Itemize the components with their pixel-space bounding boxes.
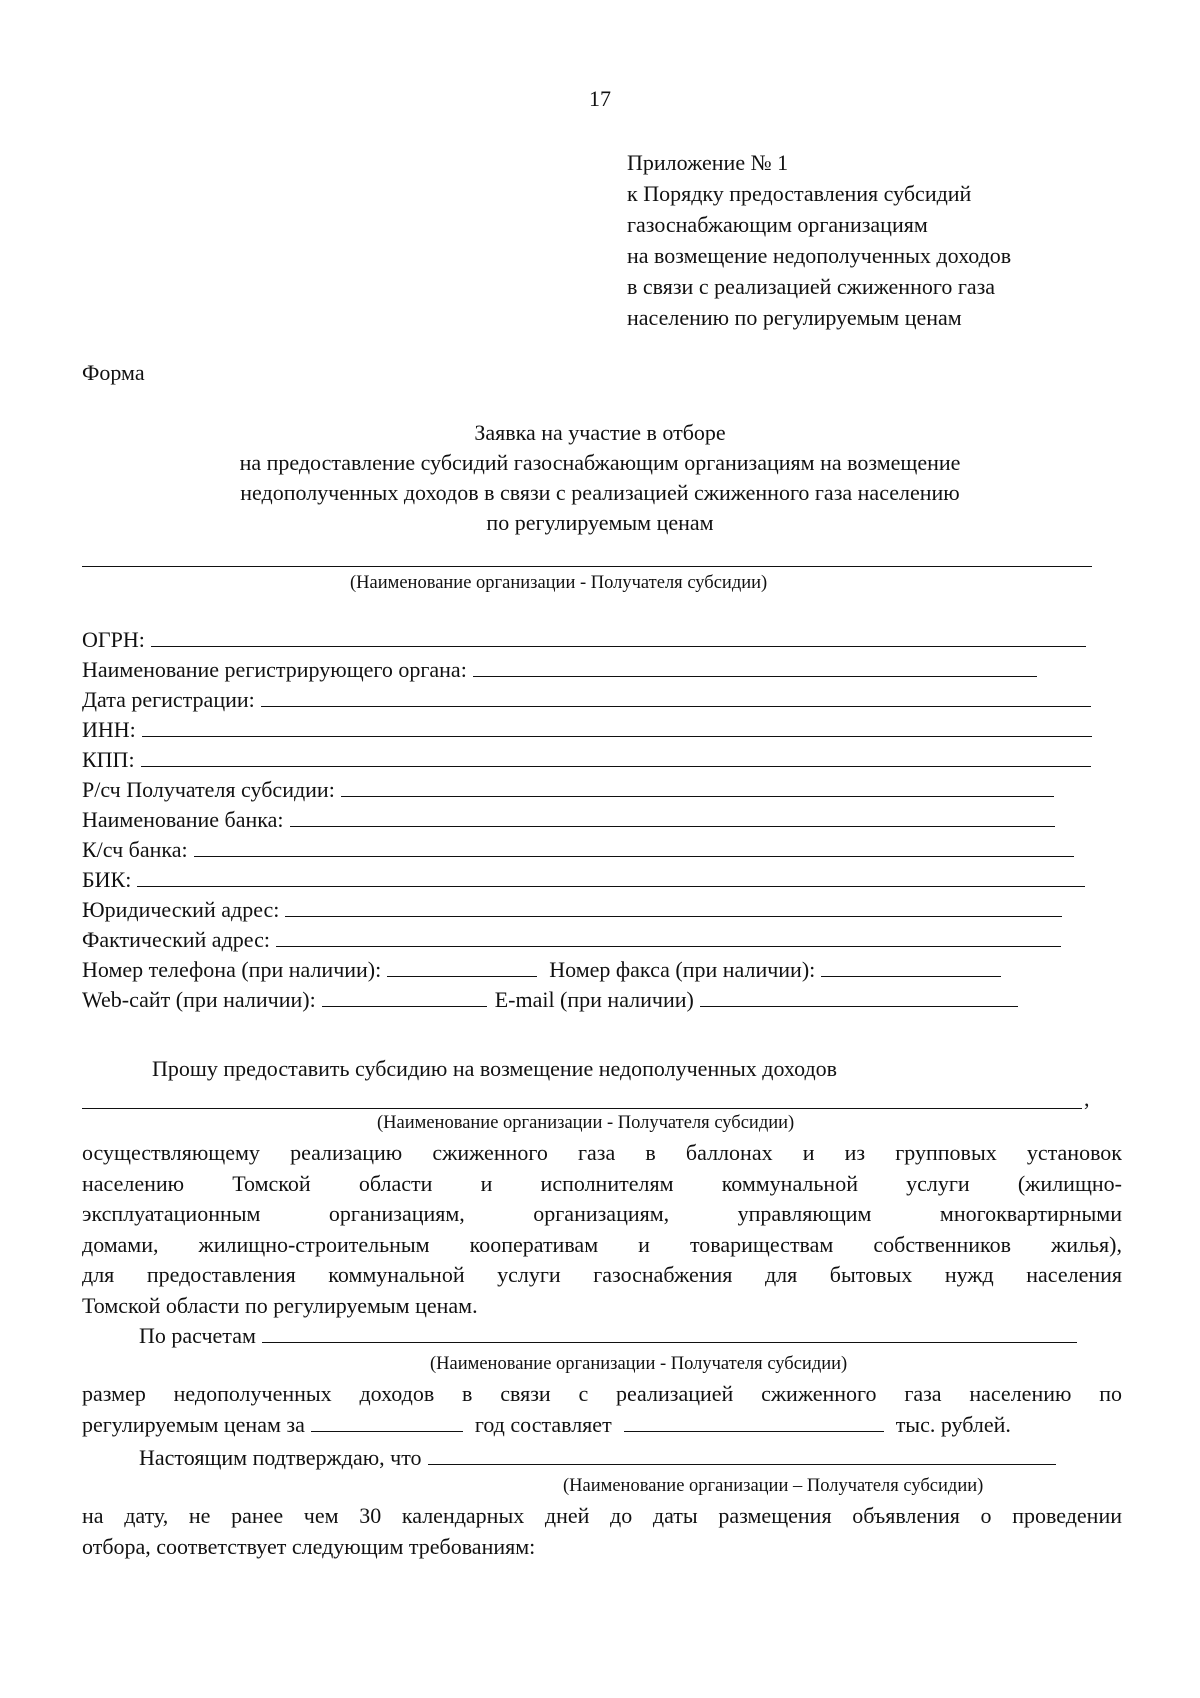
- ogrn-label: ОГРН:: [82, 627, 145, 652]
- kpp-row: [82, 745, 1091, 775]
- bik-label: БИК:: [82, 867, 132, 892]
- phone-label: Номер телефона (при наличии):: [82, 957, 382, 982]
- by-calc-field[interactable]: [262, 1342, 1077, 1343]
- actual-address-row: [82, 925, 1061, 955]
- appendix-header: [627, 147, 1011, 333]
- final-line: на дату, не ранее чем 30 календарных дней до даты размещения объявления о проведении: [82, 1503, 1122, 1528]
- body-line: населению Томской области и исполнителям коммунальной услуги (жилищно-: [82, 1170, 1122, 1196]
- bank-name-label: Наименование банка:: [82, 807, 284, 832]
- title-line: недополученных доходов в связи с реализацией сжиженного газа населению: [240, 480, 960, 505]
- final-paragraph: [82, 1501, 1122, 1562]
- request-intro: Прошу предоставить субсидию на возмещение недополученных доходов: [152, 1056, 838, 1081]
- reg-date-row: [82, 685, 1091, 715]
- confirm-label: Настоящим подтверждаю, что: [139, 1445, 422, 1470]
- ogrn-row: [82, 625, 1086, 655]
- confirm-field[interactable]: [428, 1464, 1056, 1465]
- body-line: для предоставления коммунальной услуги газоснабжения для бытовых нужд населения: [82, 1262, 1122, 1287]
- amount-row: [82, 1410, 1011, 1440]
- final-line: отбора, соответствует следующим требованиям:: [82, 1533, 536, 1559]
- reg-body-field[interactable]: [473, 676, 1037, 677]
- web-email-row: [82, 985, 1018, 1015]
- bik-row: [82, 865, 1085, 895]
- body-line: эксплуатационным организациям, организациям, управляющим многоквартирными: [82, 1201, 1122, 1226]
- title-line: по регулируемым ценам: [486, 510, 714, 535]
- inn-label: ИНН:: [82, 717, 136, 742]
- by-calc-label: По расчетам: [139, 1323, 256, 1348]
- legal-address-label: Юридический адрес:: [82, 897, 280, 922]
- org-name-caption: (Наименование организации - Получателя субсидии): [350, 573, 768, 593]
- website-label: Web-сайт (при наличии):: [82, 987, 316, 1012]
- confirm-row: [139, 1443, 1056, 1473]
- reg-date-label: Дата регистрации:: [82, 687, 255, 712]
- ogrn-field[interactable]: [151, 646, 1086, 647]
- title-line: Заявка на участие в отборе: [474, 420, 726, 445]
- kpp-label: КПП:: [82, 747, 135, 772]
- bik-field[interactable]: [137, 886, 1085, 887]
- body-line: Томской области по регулируемым ценам.: [82, 1292, 478, 1318]
- reg-date-field[interactable]: [261, 706, 1091, 707]
- amount-suffix: тыс. рублей.: [895, 1412, 1011, 1437]
- kpp-field[interactable]: [141, 766, 1091, 767]
- appendix-line: населению по регулируемым ценам: [627, 305, 962, 330]
- org-name-caption-4: (Наименование организации – Получателя субсидии): [563, 1476, 984, 1496]
- corr-account-field[interactable]: [194, 856, 1074, 857]
- body-line: домами, жилищно-строительным кооперативам и товариществам собственников жилья),: [82, 1231, 1122, 1257]
- legal-address-row: [82, 895, 1062, 925]
- reg-body-row: [82, 655, 1037, 685]
- body-line: осуществляющему реализацию сжиженного газа в баллонах и из групповых установок: [82, 1140, 1122, 1165]
- org-name-line[interactable]: [82, 566, 1092, 567]
- actual-address-field[interactable]: [276, 946, 1061, 947]
- bank-name-field[interactable]: [290, 826, 1055, 827]
- page-number: 17: [589, 86, 611, 111]
- reg-body-label: Наименование регистрирующего органа:: [82, 657, 467, 682]
- appendix-line: на возмещение недополученных доходов: [627, 243, 1012, 268]
- email-label: E-mail (при наличии): [494, 987, 694, 1012]
- request-comma: ,: [1084, 1086, 1090, 1111]
- phone-field[interactable]: [387, 976, 537, 977]
- account-label: Р/сч Получателя субсидии:: [82, 777, 335, 802]
- amount-field[interactable]: [624, 1431, 884, 1432]
- corr-account-row: [82, 835, 1074, 865]
- legal-address-field[interactable]: [285, 916, 1062, 917]
- appendix-line: Приложение № 1: [627, 150, 789, 175]
- fax-field[interactable]: [821, 976, 1001, 977]
- bank-name-row: [82, 805, 1055, 835]
- actual-address-label: Фактический адрес:: [82, 927, 270, 952]
- year-field[interactable]: [311, 1431, 463, 1432]
- appendix-line: в связи с реализацией сжиженного газа: [627, 274, 996, 299]
- account-row: [82, 775, 1054, 805]
- org-name-line-2[interactable]: [82, 1108, 1082, 1109]
- email-field[interactable]: [700, 1006, 1018, 1007]
- org-name-caption-3: (Наименование организации - Получателя субсидии): [430, 1354, 848, 1374]
- website-field[interactable]: [322, 1006, 487, 1007]
- request-body: [82, 1138, 1122, 1321]
- inn-field[interactable]: [142, 736, 1092, 737]
- corr-account-label: К/сч банка:: [82, 837, 188, 862]
- document-title: [150, 418, 1050, 538]
- inn-row: [82, 715, 1092, 745]
- amount-paragraph: [82, 1379, 1122, 1410]
- amount-mid: год составляет: [474, 1412, 612, 1437]
- appendix-line: к Порядку предоставления субсидий: [627, 181, 972, 206]
- org-name-caption-2: (Наименование организации - Получателя субсидии): [377, 1113, 795, 1133]
- form-label: Форма: [82, 360, 145, 385]
- phone-fax-row: [82, 955, 1001, 985]
- by-calc-row: [139, 1321, 1077, 1351]
- title-line: на предоставление субсидий газоснабжающим организациям на возмещение: [239, 450, 961, 475]
- appendix-line: газоснабжающим организациям: [627, 212, 928, 237]
- amount-line: размер недополученных доходов в связи с реализацией сжиженного газа населению по: [82, 1381, 1122, 1406]
- amount-prefix: регулируемым ценам за: [82, 1412, 305, 1437]
- fax-label: Номер факса (при наличии):: [549, 957, 816, 982]
- account-field[interactable]: [341, 796, 1054, 797]
